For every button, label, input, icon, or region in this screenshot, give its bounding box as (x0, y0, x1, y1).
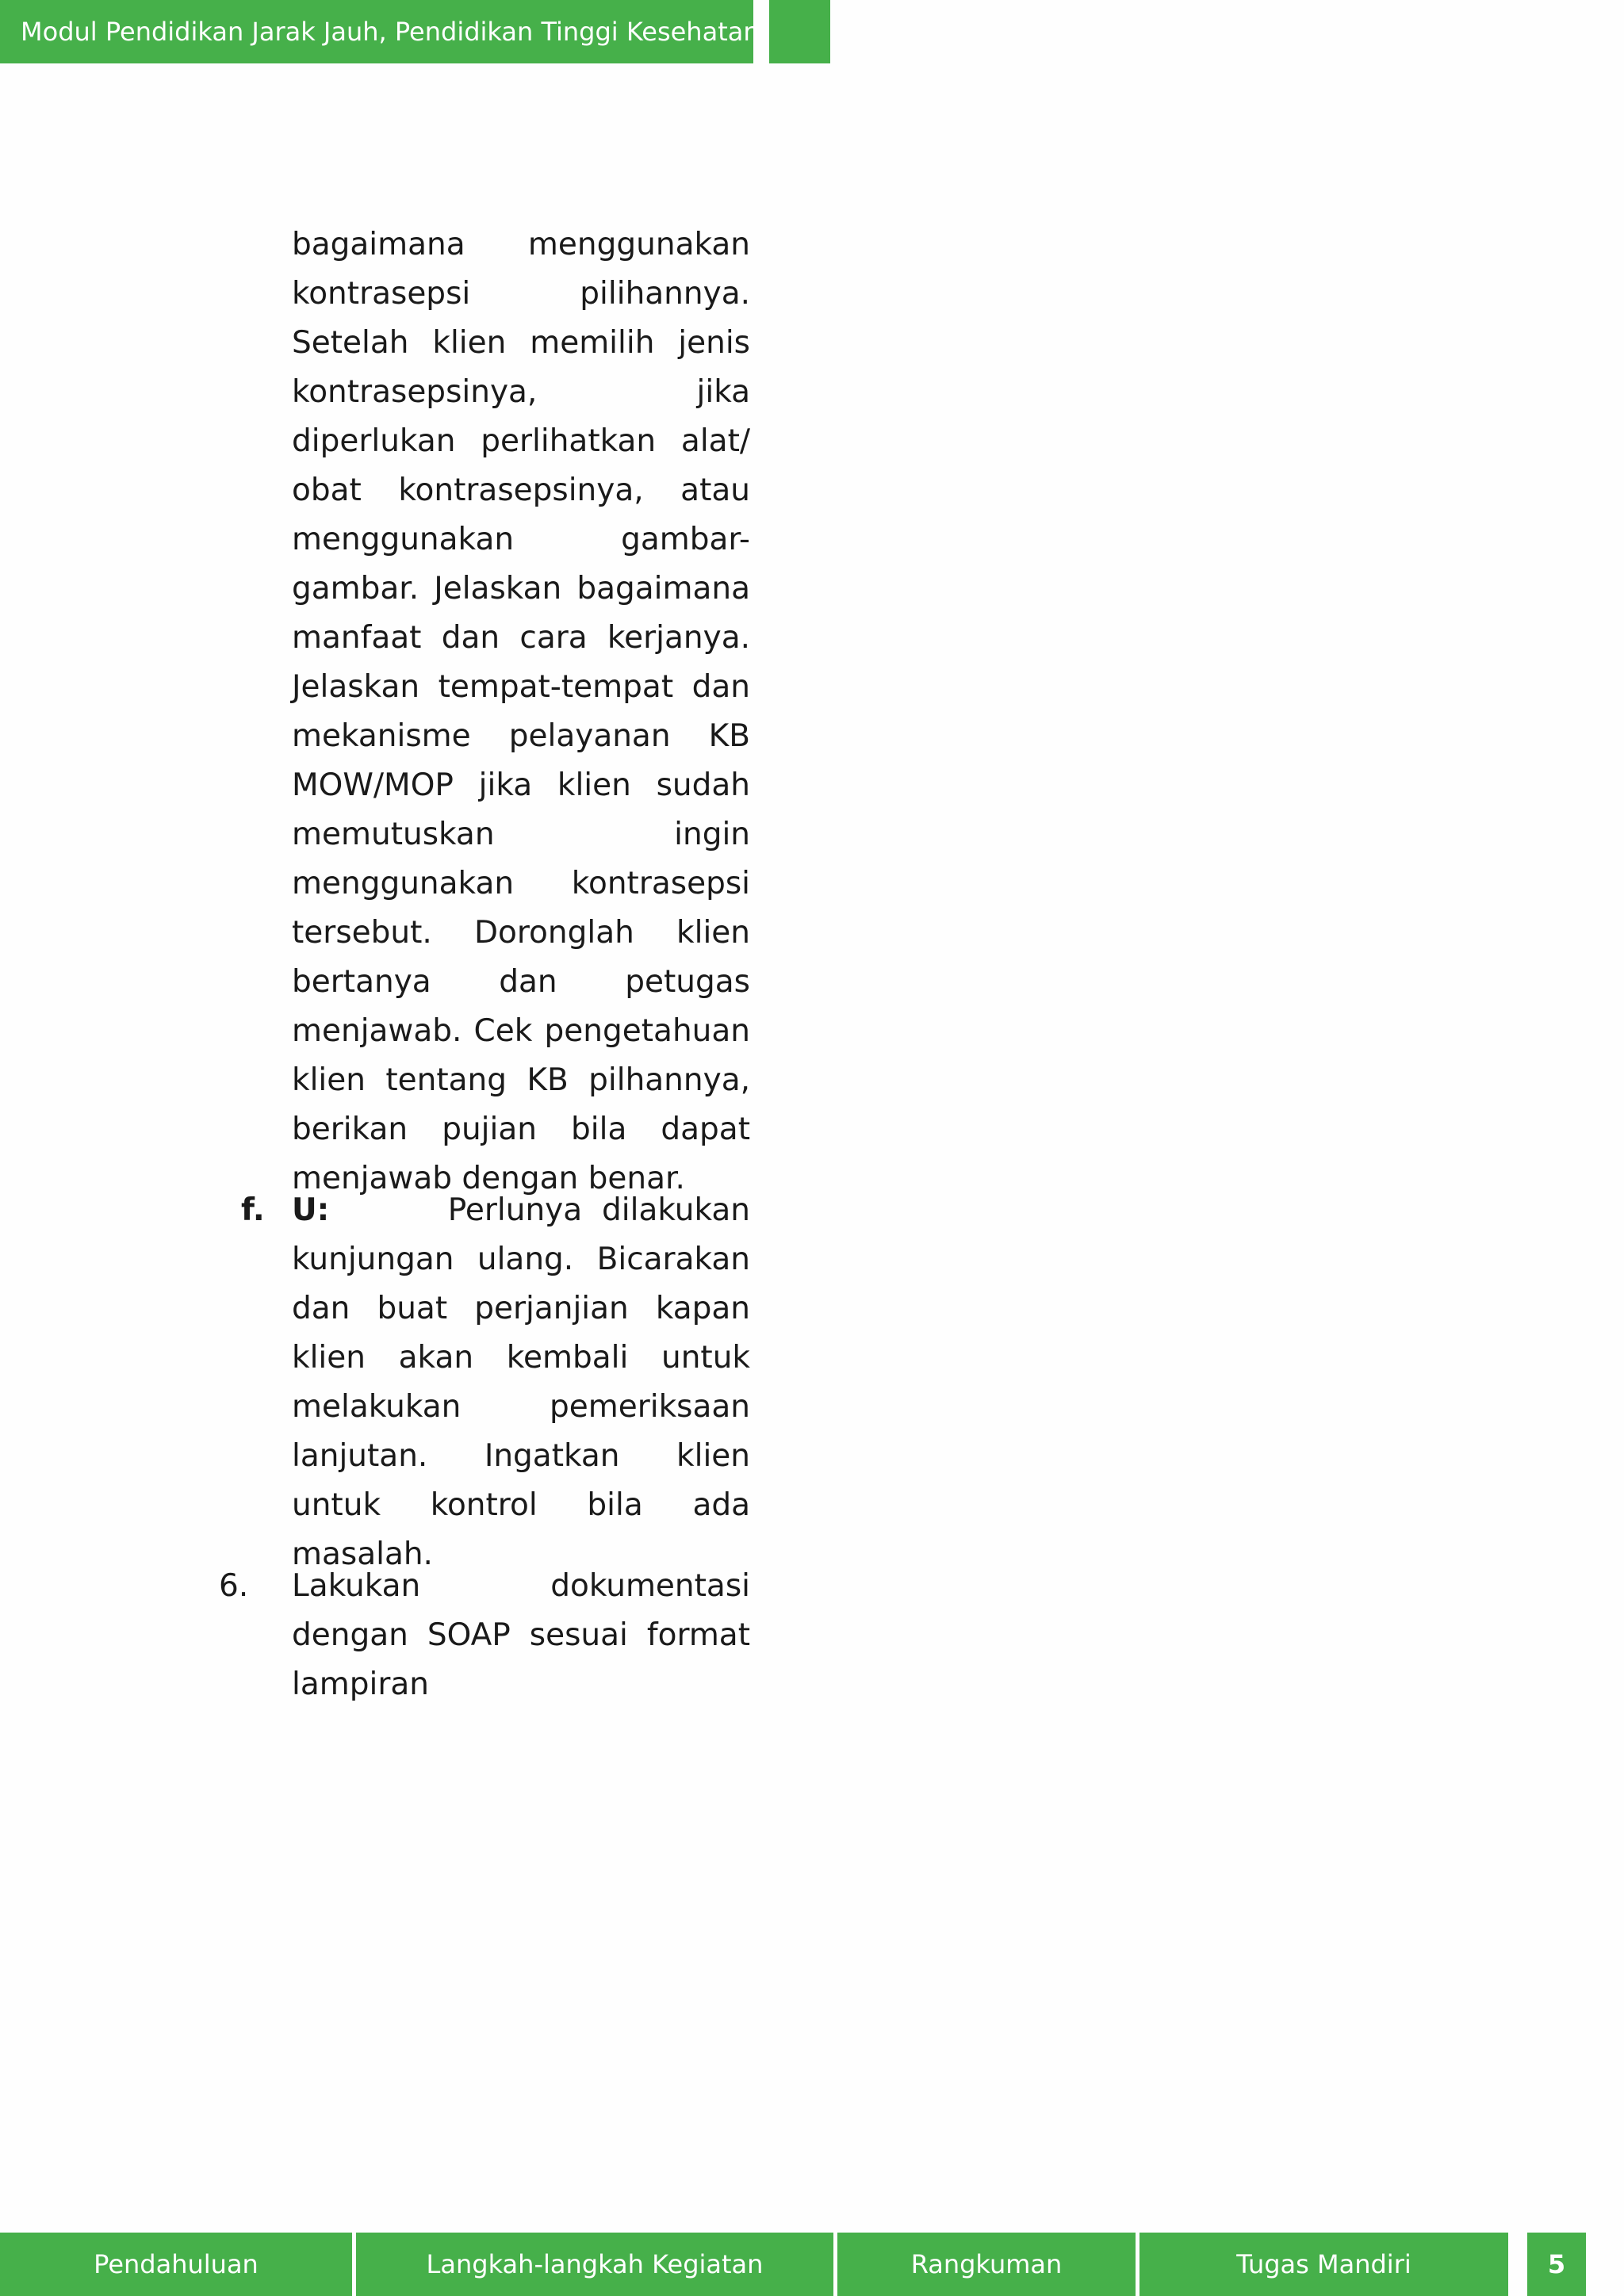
footer-nav (0, 2233, 1624, 2296)
list-item-6 (219, 1562, 750, 1709)
list-marker-6: 6. (219, 1568, 249, 1604)
nav-tab-rangkuman[interactable]: Rangkuman (837, 2233, 1136, 2296)
header-accent-block (769, 0, 830, 63)
list-item-f-body: Perlunya dilakukan kunjungan ulang. Bicarakan dan buat perjanjian kapan klien akan kembali untuk melakukan pemeriksaan lanjutan. Ingatkan klien untuk kontrol bila ada masalah. (292, 1192, 750, 1572)
list-item-f-lead: U: (292, 1192, 330, 1228)
list-marker-f: f. (241, 1192, 265, 1228)
list-item-6-text: Lakukan dokumentasi dengan SOAP sesuai format lampiran (292, 1568, 750, 1702)
list-item-f (241, 1186, 750, 1579)
continued-paragraph-block (292, 220, 750, 1203)
nav-tab-langkah-langkah-kegiatan[interactable]: Langkah-langkah Kegiatan (356, 2233, 833, 2296)
header-title: Modul Pendidikan Jarak Jauh, Pendidikan Tinggi Kesehatan (21, 17, 760, 47)
header-bar (0, 0, 760, 63)
nav-tab-tugas-mandiri[interactable]: Tugas Mandiri (1139, 2233, 1508, 2296)
list-item-f-text (292, 1186, 750, 1579)
continued-paragraph: bagaimana menggunakan kontrasepsi pilihannya. Setelah klien memilih jenis kontrasepsinya, jika diperlukan perlihatkan alat/ obat kontrasepsinya, atau menggunakan gambar-gambar. Jelaskan bagaimana manfaat dan cara kerjanya. Jelaskan tempat-tempat dan mekanisme pelayanan KB MOW/MOP jika klien sudah memutuskan ingin menggunakan kontrasepsi tersebut. Doronglah klien bertanya dan petugas menjawab. Cek pengetahuan klien tentang KB pilhannya, berikan pujian bila dapat menjawab dengan benar. (292, 227, 750, 1196)
page-number: 5 (1527, 2233, 1586, 2296)
nav-tab-pendahuluan[interactable]: Pendahuluan (0, 2233, 352, 2296)
